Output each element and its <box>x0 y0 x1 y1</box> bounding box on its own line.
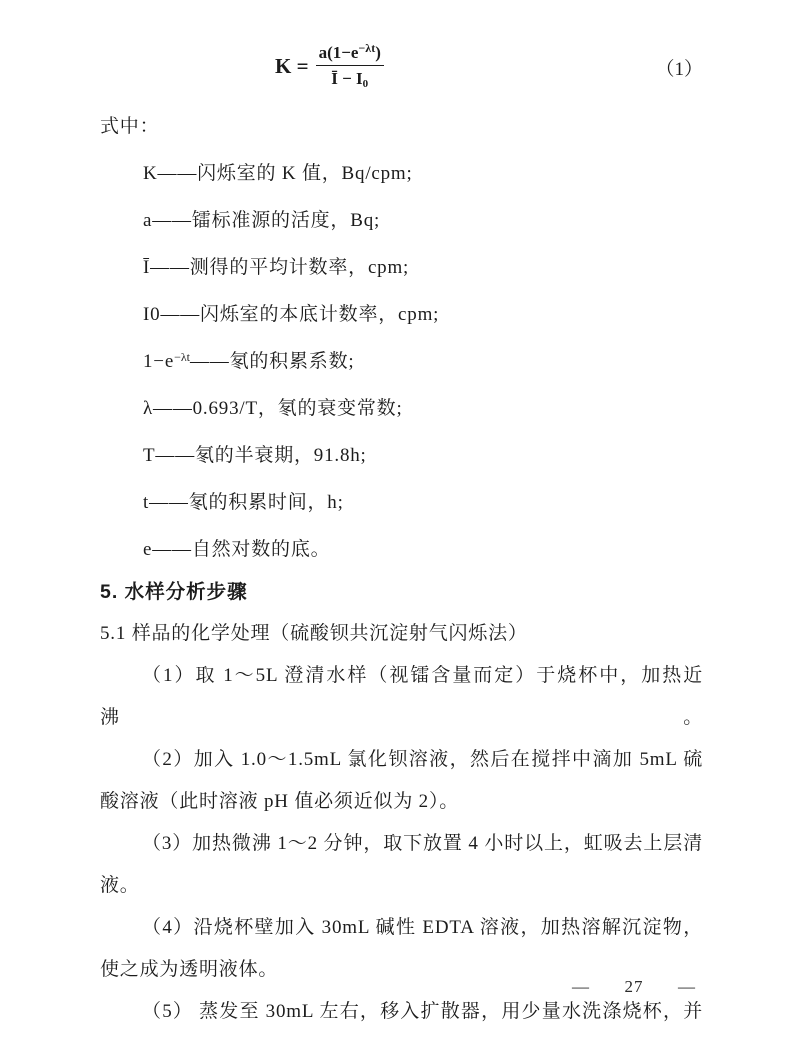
definition-row <box>100 242 703 289</box>
definition-row <box>100 148 703 195</box>
equation-fraction <box>316 38 384 94</box>
definition-text: ——氡的积累时间，h; <box>149 492 344 513</box>
definition-symbol: T <box>143 445 156 466</box>
definition-symbol: 1−e <box>143 351 175 372</box>
symbol-definitions <box>100 148 703 571</box>
step-2-line-2: 酸溶液（此时溶液 pH 值必须近似为 2）。 <box>100 791 460 812</box>
step-4-line-2: 使之成为透明液体。 <box>100 959 279 980</box>
definition-row <box>100 336 703 383</box>
definition-symbol: K <box>143 163 158 184</box>
denominator-text: Ī − I <box>331 69 363 88</box>
definition-text: ——氡的积累系数; <box>189 351 355 372</box>
definition-text: ——测得的平均计数率，cpm; <box>150 257 410 278</box>
page-number: — 27 — <box>572 977 696 996</box>
section-heading: 5. 水样分析步骤 <box>100 581 248 603</box>
step-3-line-2: 液。 <box>100 875 140 896</box>
definition-text: ——0.693/T，氡的衰变常数; <box>153 398 403 419</box>
equation-number: （1） <box>655 59 703 80</box>
definition-text: ——闪烁室的 K 值，Bq/cpm; <box>157 163 413 184</box>
definition-row <box>100 430 703 477</box>
definition-text: ——闪烁室的本底计数率，cpm; <box>160 304 440 325</box>
step-3-line-1: （3）加热微沸 1～2 分钟，取下放置 4 小时以上，虹吸去上层清 <box>142 833 703 854</box>
definition-text: ——镭标准源的活度，Bq; <box>152 210 381 231</box>
step-2-line-1: （2）加入 1.0～1.5mL 氯化钡溶液，然后在搅拌中滴加 5mL 硫 <box>142 749 703 770</box>
definition-symbol: a <box>143 210 153 231</box>
equation <box>275 38 384 94</box>
definition-text: ——自然对数的底。 <box>152 539 331 560</box>
equation-lhs: K = <box>275 53 309 78</box>
definition-row <box>100 195 703 242</box>
definition-symbol-exponent: −λt <box>174 350 190 364</box>
definition-symbol: I0 <box>143 304 161 325</box>
fraction-numerator <box>316 38 384 65</box>
step-1-line: （1）取 1～5L 澄清水样（视镭含量而定）于烧杯中，加热近沸。 <box>100 665 703 728</box>
definition-row <box>100 383 703 430</box>
numerator-exponent: −λt <box>358 41 376 55</box>
definition-symbol: t <box>143 492 150 513</box>
definition-row <box>100 289 703 336</box>
fraction-denominator <box>325 66 374 94</box>
denominator-subscript: 0 <box>362 78 369 90</box>
step-5-line: （5） 蒸发至 30mL 左右，移入扩散器，用少量水洗涤烧杯，并 <box>142 1001 703 1022</box>
definition-text: ——氡的半衰期，91.8h; <box>155 445 367 466</box>
equation-row <box>100 36 703 100</box>
step-4-line-1: （4）沿烧杯壁加入 30mL 碱性 EDTA 溶液，加热溶解沉淀物， <box>142 917 703 938</box>
definition-symbol: Ī <box>143 257 151 278</box>
definition-symbol: λ <box>143 398 154 419</box>
numerator-text: a(1−e <box>318 43 359 62</box>
numerator-close: ) <box>375 43 381 62</box>
where-label: 式中： <box>100 116 160 137</box>
definition-row <box>100 524 703 571</box>
page-content <box>100 36 703 1033</box>
subsection-heading: 5.1 样品的化学处理（硫酸钡共沉淀射气闪烁法） <box>100 623 528 644</box>
definition-row <box>100 477 703 524</box>
definition-symbol: e <box>143 539 153 560</box>
